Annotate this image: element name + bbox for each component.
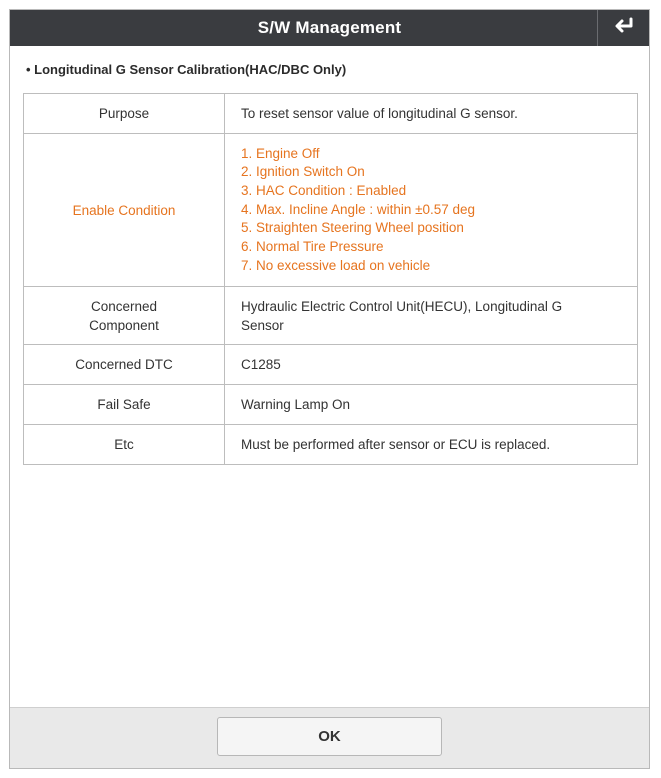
table-row-purpose bbox=[24, 94, 638, 134]
fail-safe-label: Fail Safe bbox=[24, 385, 225, 425]
concerned-component-value-line2: Sensor bbox=[241, 317, 284, 333]
enable-condition-list bbox=[241, 145, 623, 276]
purpose-value: To reset sensor value of longitudinal G sensor. bbox=[225, 94, 638, 134]
concerned-component-label-line2: Component bbox=[89, 317, 159, 333]
condition-item: 3. HAC Condition : Enabled bbox=[241, 182, 407, 198]
table-row-concerned-component bbox=[24, 287, 638, 345]
concerned-dtc-value: C1285 bbox=[225, 345, 638, 385]
table-row-enable-condition bbox=[24, 134, 638, 287]
condition-item: 4. Max. Incline Angle : within ±0.57 deg bbox=[241, 201, 476, 217]
sw-management-dialog bbox=[9, 9, 650, 769]
back-button[interactable] bbox=[597, 10, 649, 46]
table-row-concerned-dtc bbox=[24, 345, 638, 385]
table-row-etc bbox=[24, 425, 638, 465]
purpose-label: Purpose bbox=[24, 94, 225, 134]
concerned-component-value-line1: Hydraulic Electric Control Unit(HECU), Longitudinal G bbox=[241, 298, 563, 314]
return-arrow-icon bbox=[613, 17, 635, 40]
condition-item: 2. Ignition Switch On bbox=[241, 164, 365, 180]
etc-value: Must be performed after sensor or ECU is replaced. bbox=[225, 425, 638, 465]
condition-item: 6. Normal Tire Pressure bbox=[241, 239, 384, 255]
etc-label: Etc bbox=[24, 425, 225, 465]
enable-condition-label: Enable Condition bbox=[24, 134, 225, 287]
condition-item: 7. No excessive load on vehicle bbox=[241, 257, 431, 273]
condition-item: 5. Straighten Steering Wheel position bbox=[241, 220, 464, 236]
fail-safe-value: Warning Lamp On bbox=[225, 385, 638, 425]
dialog-footer bbox=[10, 707, 649, 768]
ok-button[interactable]: OK bbox=[217, 717, 442, 756]
dialog-title: S/W Management bbox=[257, 18, 402, 37]
table-row-fail-safe bbox=[24, 385, 638, 425]
concerned-component-label bbox=[24, 287, 225, 345]
enable-condition-value bbox=[225, 134, 638, 287]
procedure-title: • Longitudinal G Sensor Calibration(HAC/DBC Only) bbox=[26, 62, 347, 77]
concerned-component-label-line1: Concerned bbox=[90, 298, 158, 314]
concerned-dtc-label: Concerned DTC bbox=[24, 345, 225, 385]
concerned-component-value bbox=[225, 287, 638, 345]
condition-item: 1. Engine Off bbox=[241, 145, 320, 161]
procedure-info-table bbox=[23, 93, 638, 465]
title-bar bbox=[10, 10, 649, 46]
